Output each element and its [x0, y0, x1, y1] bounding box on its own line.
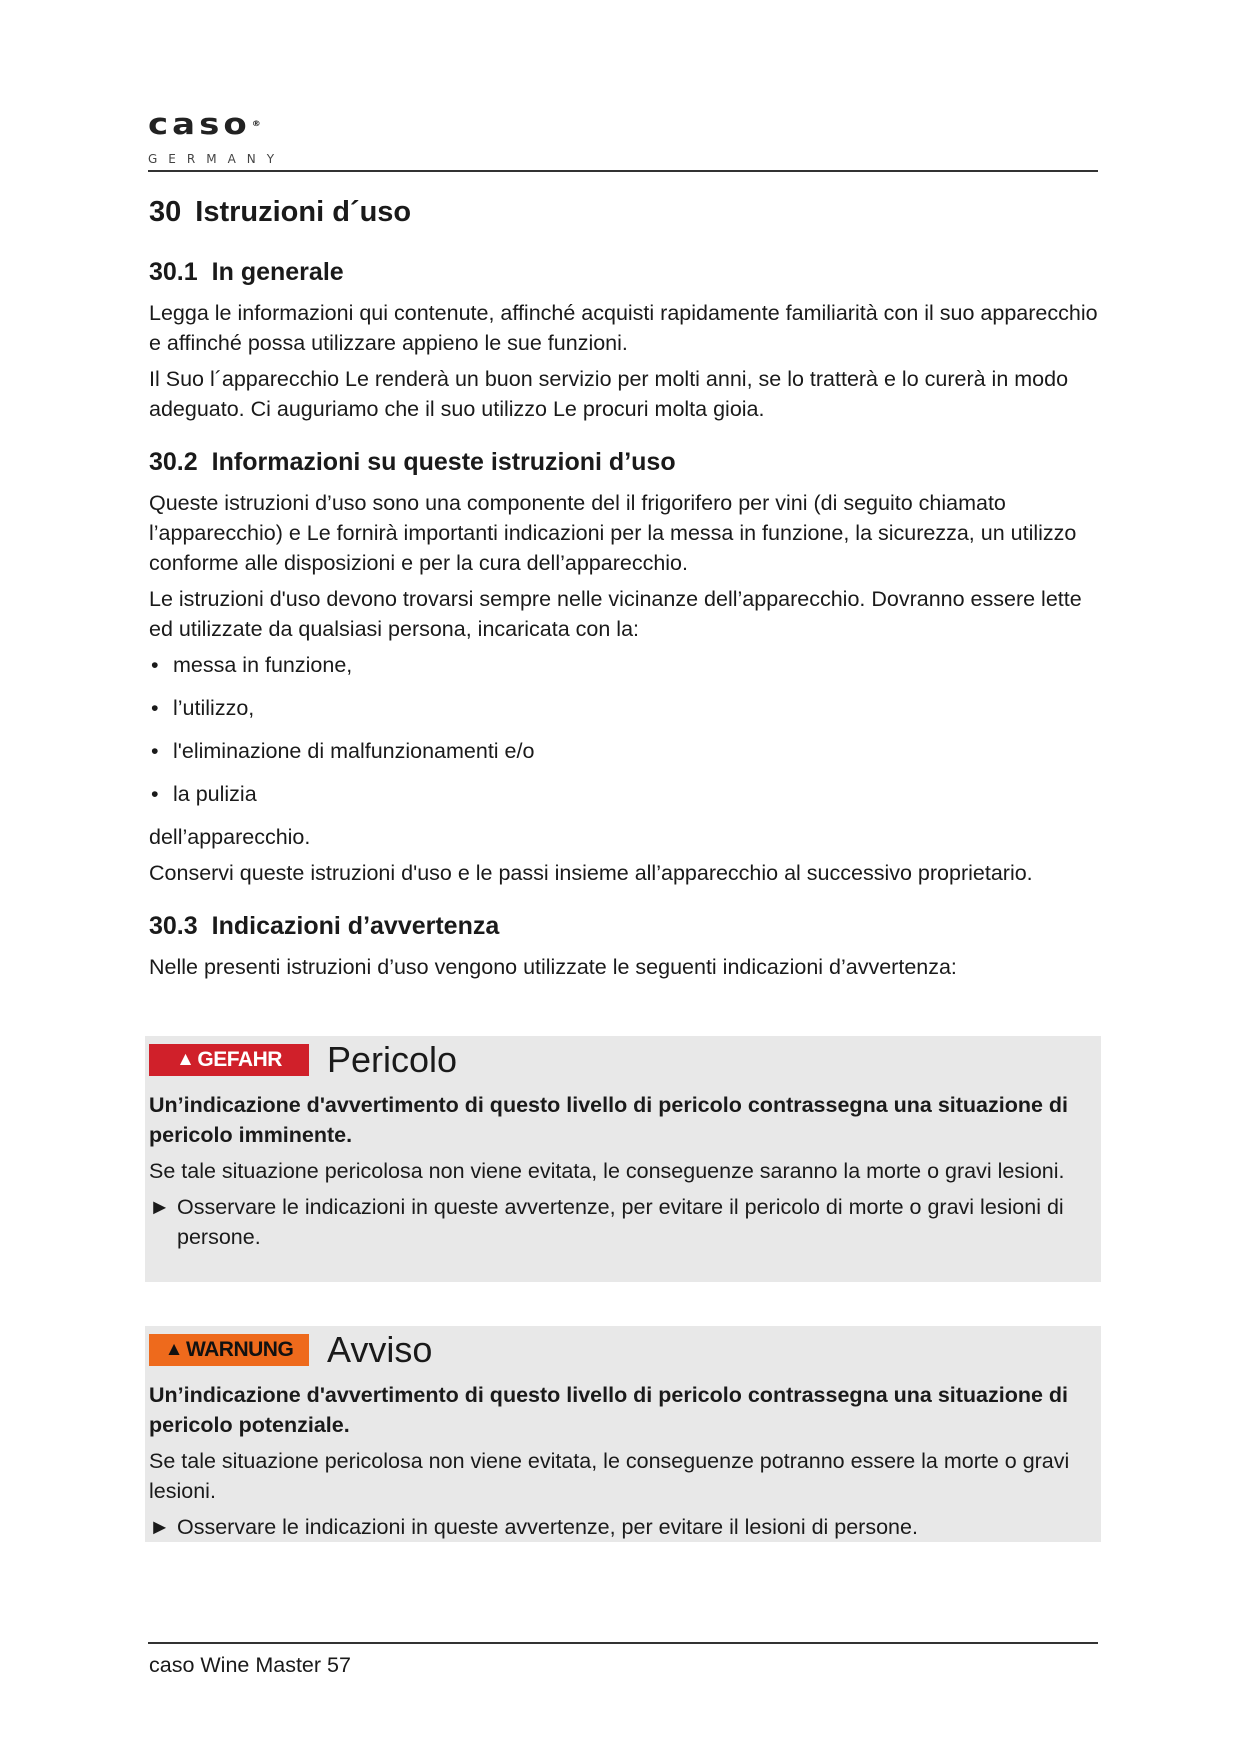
section-heading	[149, 194, 1109, 230]
warning-triangle-icon: ▲	[164, 1339, 183, 1360]
warning-box	[145, 1326, 1101, 1542]
warning-header	[149, 1330, 1101, 1370]
header-divider	[148, 170, 1098, 172]
paragraph: dell’apparecchio.	[149, 825, 311, 849]
subsection-number: 30.2	[149, 448, 198, 476]
warning-lead: Un’indicazione d'avvertimento di questo livello di pericolo contrassegna una situazione di pericolo potenziale.	[149, 1383, 1069, 1437]
paragraph: Legga le informazioni qui contenute, affinché acquisti rapidamente familiarità con il suo apparecchio e affinché possa utilizzare appieno le sue funzioni.	[149, 301, 1098, 355]
danger-action-text: Osservare le indicazioni in queste avvertenze, per evitare il pericolo di morte o gravi lesioni di persone.	[177, 1195, 1064, 1249]
warning-action	[149, 1512, 1091, 1542]
danger-header	[149, 1040, 1101, 1080]
arrow-right-icon: ►	[149, 1195, 171, 1219]
logo-registered-mark: ®	[251, 120, 265, 129]
danger-title: Pericolo	[327, 1039, 458, 1080]
warning-action-text: Osservare le indicazioni in queste avvertenze, per evitare il lesioni di persone.	[177, 1515, 918, 1539]
warning-text: Se tale situazione pericolosa non viene evitata, le conseguenze potranno essere la morte o gravi lesioni.	[149, 1449, 1070, 1503]
gefahr-badge	[149, 1044, 309, 1076]
logo-subtitle: GERMANY	[148, 152, 286, 166]
danger-lead: Un’indicazione d'avvertimento di questo livello di pericolo contrassegna una situazione di pericolo imminente.	[149, 1093, 1069, 1147]
list-item: • l’utilizzo,	[149, 693, 1109, 723]
paragraph: Queste istruzioni d’uso sono una componente del il frigorifero per vini (di seguito chiamato l’apparecchio) e Le fornirà importanti indicazioni per la messa in funzione, la sicurezza, un utilizzo conforme alle disposizioni e per la cura dell’apparecchio.	[149, 491, 1077, 575]
warning-triangle-icon: ▲	[176, 1049, 195, 1070]
badge-label: GEFAHR	[197, 1048, 282, 1071]
danger-text: Se tale situazione pericolosa non viene evitata, le conseguenze saranno la morte o gravi lesioni.	[149, 1159, 1065, 1183]
warnung-badge	[149, 1334, 309, 1366]
arrow-right-icon: ►	[149, 1515, 171, 1539]
subsection-heading-instructions	[149, 446, 1109, 478]
footer-divider	[148, 1642, 1098, 1644]
danger-box	[145, 1036, 1101, 1282]
subsection-title: Informazioni su queste istruzioni d’uso	[211, 448, 676, 476]
subsection-number: 30.3	[149, 912, 198, 940]
list-item: • la pulizia	[149, 779, 1109, 809]
section-number: 30	[149, 196, 182, 228]
paragraph: Conservi queste istruzioni d'uso e le passi insieme all’apparecchio al successivo proprietario.	[149, 861, 1033, 885]
list-item: • messa in funzione,	[149, 650, 1109, 680]
page-footer: caso Wine Master 57	[149, 1653, 351, 1677]
danger-action	[149, 1192, 1091, 1252]
logo-wordmark: caso	[148, 107, 251, 142]
caso-logo	[148, 107, 288, 166]
warning-body	[145, 1380, 1101, 1548]
paragraph: Nelle presenti istruzioni d’uso vengono utilizzate le seguenti indicazioni d’avvertenza:	[149, 955, 957, 979]
subsection-heading-general	[149, 256, 1109, 288]
paragraph: Le istruzioni d'uso devono trovarsi sempre nelle vicinanze dell’apparecchio. Dovranno essere lette ed utilizzate da qualsiasi persona, incaricata con la:	[149, 587, 1082, 641]
badge-label: WARNUNG	[185, 1338, 294, 1361]
bullet-list	[149, 650, 1109, 809]
subsection-title: Indicazioni d’avvertenza	[211, 912, 500, 940]
section-title: Istruzioni d´uso	[195, 196, 412, 228]
warning-title: Avviso	[327, 1329, 433, 1370]
subsection-number: 30.1	[149, 258, 198, 286]
paragraph: Il Suo l´apparecchio Le renderà un buon servizio per molti anni, se lo tratterà e lo curerà in modo adeguato. Ci auguriamo che il suo utilizzo Le procuri molta gioia.	[149, 367, 1069, 421]
subsection-title: In generale	[211, 258, 344, 286]
danger-body	[145, 1090, 1101, 1258]
subsection-heading-warnings	[149, 910, 1109, 942]
main-content	[149, 190, 1109, 988]
list-item: • l'eliminazione di malfunzionamenti e/o	[149, 736, 1109, 766]
